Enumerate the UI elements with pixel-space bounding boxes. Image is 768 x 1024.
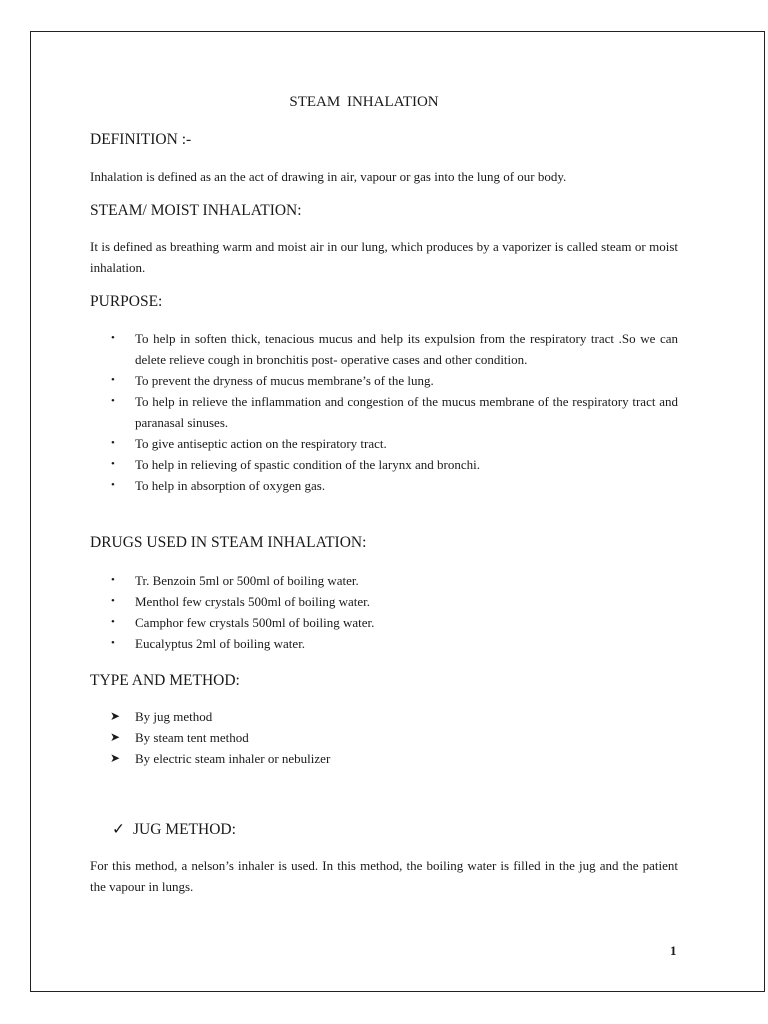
jug-method-text: For this method, a nelson’s inhaler is used. In this method, the boiling water is filled in the jug and the patient the vapour in lungs. <box>90 858 678 894</box>
bullet-icon: • <box>111 616 115 628</box>
list-item <box>90 475 678 496</box>
list-item <box>90 370 678 391</box>
document-title: STEAM INHALATION <box>289 94 439 110</box>
list-item <box>90 612 678 633</box>
purpose-item-text: To help in absorption of oxygen gas. <box>135 478 326 493</box>
list-item <box>90 454 678 475</box>
list-item <box>90 328 678 370</box>
page-number: 1 <box>670 943 677 958</box>
arrow-bullet-icon: ➤ <box>110 730 121 744</box>
list-item <box>90 633 678 654</box>
purpose-heading: PURPOSE: <box>90 293 163 310</box>
bullet-icon: • <box>111 374 115 386</box>
bullet-icon: • <box>111 479 115 491</box>
purpose-item-text: To give antiseptic action on the respiratory tract. <box>135 436 387 451</box>
steam-moist-text: It is defined as breathing warm and moist air in our lung, which produces by a vaporizer is called steam or moist inhalation. <box>90 239 678 275</box>
arrow-bullet-icon: ➤ <box>110 751 121 765</box>
list-item <box>90 433 678 454</box>
jug-method-heading-text: JUG METHOD: <box>133 821 236 838</box>
bullet-icon: • <box>111 437 115 449</box>
method-item-text: By electric steam inhaler or nebulizer <box>135 751 331 766</box>
bullet-icon: • <box>111 395 115 407</box>
drug-item-text: Menthol few crystals 500ml of boiling water. <box>135 594 371 609</box>
list-item <box>90 391 678 433</box>
jug-method-heading <box>112 820 236 839</box>
method-item-text: By jug method <box>135 709 213 724</box>
drug-item-text: Tr. Benzoin 5ml or 500ml of boiling water. <box>135 573 359 588</box>
purpose-item-text: To help in relieving of spastic condition of the larynx and bronchi. <box>135 457 480 472</box>
arrow-bullet-icon: ➤ <box>110 709 121 723</box>
purpose-list <box>90 328 678 496</box>
type-method-heading: TYPE AND METHOD: <box>90 672 240 689</box>
list-item <box>90 706 678 727</box>
type-method-list <box>90 706 678 769</box>
drugs-list <box>90 570 678 654</box>
list-item <box>90 591 678 612</box>
definition-text: Inhalation is defined as an the act of drawing in air, vapour or gas into the lung of our body. <box>90 169 567 184</box>
purpose-item-text: To help in soften thick, tenacious mucus and help its expulsion from the respiratory tract .So we can delete relieve cough in bronchitis post- operative cases and other condition. <box>135 331 678 367</box>
list-item <box>90 570 678 591</box>
drug-item-text: Eucalyptus 2ml of boiling water. <box>135 636 306 651</box>
bullet-icon: • <box>111 332 115 344</box>
checkmark-icon: ✓ <box>112 821 125 838</box>
method-item-text: By steam tent method <box>135 730 249 745</box>
purpose-item-text: To prevent the dryness of mucus membrane’s of the lung. <box>135 373 434 388</box>
bullet-icon: • <box>111 458 115 470</box>
definition-heading: DEFINITION :- <box>90 131 192 148</box>
list-item <box>90 748 678 769</box>
drugs-heading: DRUGS USED IN STEAM INHALATION: <box>90 534 367 551</box>
bullet-icon: • <box>111 637 115 649</box>
drug-item-text: Camphor few crystals 500ml of boiling water. <box>135 615 375 630</box>
steam-moist-heading: STEAM/ MOIST INHALATION: <box>90 202 302 219</box>
purpose-item-text: To help in relieve the inflammation and congestion of the mucus membrane of the respiratory tract and paranasal sinuses. <box>135 394 678 430</box>
bullet-icon: • <box>111 574 115 586</box>
list-item <box>90 727 678 748</box>
bullet-icon: • <box>111 595 115 607</box>
